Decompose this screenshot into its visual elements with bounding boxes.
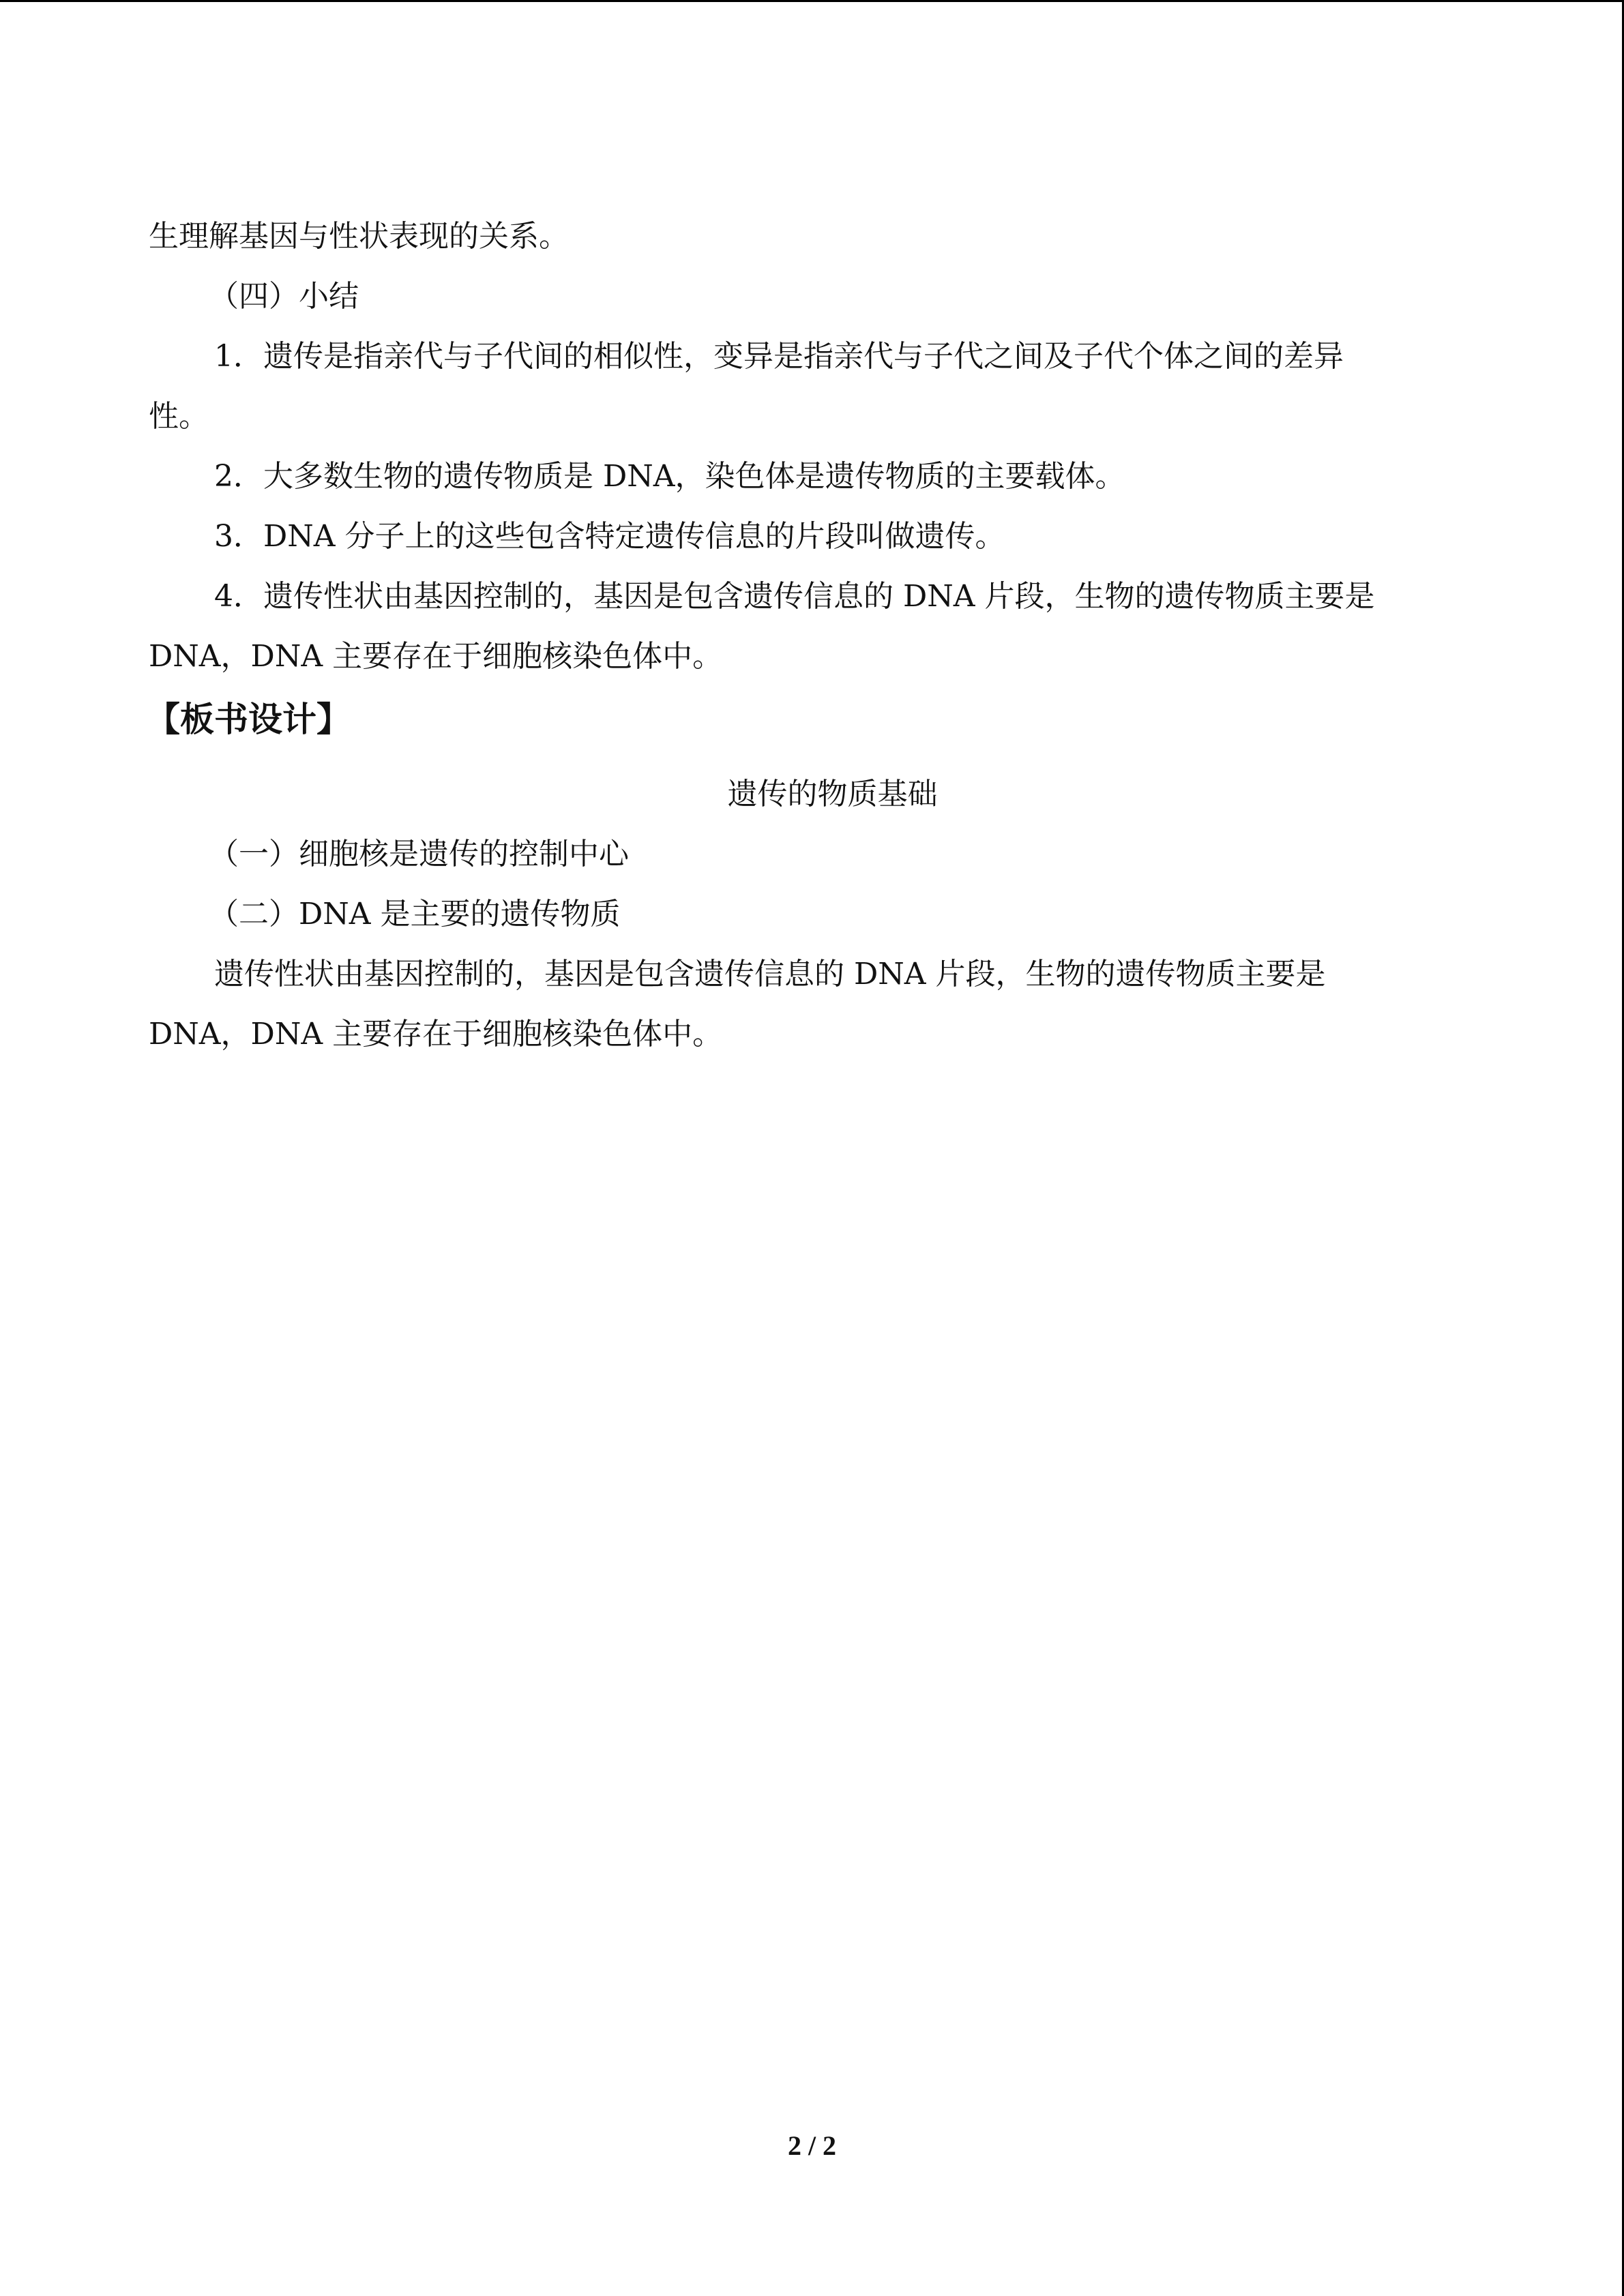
board-title: 遗传的物质基础 bbox=[727, 777, 938, 811]
summary-item-3: 3．DNA 分子上的这些包含特定遗传信息的片段叫做遗传。 bbox=[214, 519, 1005, 554]
board-summary-cont: DNA，DNA 主要存在于细胞核染色体中。 bbox=[149, 1017, 723, 1052]
summary-item-4: 4．遗传性状由基因控制的，基因是包含遗传信息的 DNA 片段，生物的遗传物质主要是 bbox=[214, 579, 1375, 614]
page-content bbox=[146, 207, 1475, 1064]
board-summary: 遗传性状由基因控制的，基因是包含遗传信息的 DNA 片段，生物的遗传物质主要是 bbox=[214, 957, 1326, 992]
summary-item-1: 1．遗传是指亲代与子代间的相似性，变异是指亲代与子代之间及子代个体之间的差异 bbox=[214, 339, 1344, 374]
paragraph-continuation: 生理解基因与性状表现的关系。 bbox=[149, 219, 569, 254]
section-title-summary: （四）小结 bbox=[209, 279, 359, 314]
summary-item-1-cont: 性。 bbox=[149, 399, 209, 434]
summary-item-2: 2．大多数生物的遗传物质是 DNA，染色体是遗传物质的主要载体。 bbox=[214, 459, 1125, 494]
summary-item-4-cont: DNA，DNA 主要存在于细胞核染色体中。 bbox=[149, 639, 723, 674]
board-point-2: （二）DNA 是主要的遗传物质 bbox=[209, 897, 621, 931]
board-design-heading: 【板书设计】 bbox=[146, 700, 351, 739]
page-number: 2 / 2 bbox=[787, 2130, 837, 2161]
board-point-1: （一）细胞核是遗传的控制中心 bbox=[209, 837, 629, 871]
